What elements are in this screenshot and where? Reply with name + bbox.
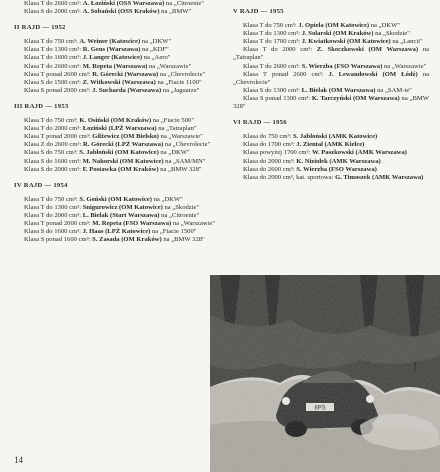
winner-name: K. Osiński (OM Kraków) [79, 117, 152, 125]
winner-name: S. Zasada (OM Kraków) [92, 236, 162, 244]
page-number: 14 [14, 455, 23, 465]
car-model: na „Fiacie 1100" [155, 78, 202, 86]
class-label: Klasa S do 1600 cm³: [24, 157, 83, 165]
car-model: na „BMW 328" [233, 94, 429, 111]
car-model: na „Tatraplan" [156, 125, 197, 133]
class-label: Klasa do 2600 cm³: [243, 165, 297, 173]
winner-name: R. Gens (Warszawa) [82, 46, 141, 54]
winner-name: J. Langer (Katowice) [82, 54, 143, 62]
winner-name: J. Opiela (OM Katowice) [298, 22, 370, 30]
car-model: na „Warszawie" [382, 62, 427, 70]
result-entry [233, 174, 429, 182]
result-entry [233, 141, 429, 149]
result-entry [14, 228, 219, 236]
class-label: Klasa T do 2600 cm³: [24, 62, 83, 70]
class-label: Klasa T do 2000 cm³: [24, 125, 83, 133]
car-model: na „SAM-ie" [375, 86, 412, 94]
winner-name: K. Niziołek (AMK Warszawa) [296, 157, 381, 165]
winner-name: Łoziński (LPŻ Warszawa) [82, 125, 157, 133]
winner-name: G. Timoszek (AMK Warszawa) [335, 173, 424, 181]
result-entry [14, 63, 219, 71]
result-entry [14, 38, 219, 46]
result-entry [14, 204, 219, 212]
car-model: na „Warszawie" [147, 62, 192, 70]
car-model: na „Citroenie" [164, 0, 204, 7]
section-heading: II RAJD — 1952 [14, 24, 66, 32]
car-model: na „DKW" [151, 195, 183, 203]
car-model: na „DKW" [140, 38, 172, 46]
result-entry [14, 141, 219, 149]
class-label: Klasa T do 1600 cm³: [24, 54, 83, 62]
section-heading: IV RAJD — 1954 [14, 181, 68, 189]
right-column [233, 0, 429, 182]
result-entry [233, 30, 429, 38]
class-label: Klasa T do 1300 cm³: [24, 203, 83, 211]
winner-name: M. Repeta (FSO Warszawa) [92, 220, 172, 228]
class-label: Klasa do 2000 cm³, kat. sportowa: [243, 173, 336, 181]
result-entry [14, 125, 219, 133]
class-label: Klasa T ponad 2600 cm³: [243, 70, 329, 78]
winner-name: J. Lewandowski (OM Łódź) [328, 70, 418, 78]
class-label: Klasa S do 1600 cm³: [24, 228, 83, 236]
winner-name: J. Ziental (AMK Kielce) [296, 141, 365, 149]
class-label: Klasa T do 750 cm³: [24, 38, 80, 46]
winner-name: S. Wierzba (FSO Warszawa) [301, 62, 383, 70]
left-column [14, 0, 219, 244]
class-label: Klasa S do 1300 cm³: [243, 86, 302, 94]
result-entry [14, 8, 219, 16]
class-label: Klasa T do 2600 cm³: [24, 0, 83, 7]
car-model: na „Citroenie" [159, 211, 200, 219]
result-entry [233, 63, 429, 71]
result-entry [233, 22, 429, 30]
car-model: na „DKW" [158, 149, 190, 157]
class-label: Klasa S do 1500 cm³: [24, 78, 83, 86]
result-entry [233, 133, 429, 141]
class-label: Klasa do 750 cm³: [243, 133, 293, 141]
car-model: na „Lancii" [390, 38, 423, 46]
class-label: Klasa do 2000 cm³: [243, 157, 297, 165]
winner-name: J. Sucharda (Warszawa) [92, 86, 162, 94]
class-label: Klasa T do 2000 cm³: [24, 211, 83, 219]
result-entry [233, 149, 429, 157]
section-heading: VI RAJD — 1956 [233, 119, 287, 127]
winner-name: S. Jabłoński (AMK Katowice) [292, 133, 378, 141]
winner-name: L. Bielak (OM Warszawa) [301, 86, 376, 94]
winner-name: J. Solarski (OM Kraków) [301, 30, 374, 38]
result-entry [14, 87, 219, 95]
winner-name: Gilżewicz (OM Bielsko) [92, 133, 159, 141]
class-label: Klasa do 1700 cm³: [243, 141, 297, 149]
car-model: na „Chevrolecie" [158, 70, 206, 78]
winner-name: S. Jabłoński (OM Katowice) [79, 149, 159, 157]
class-label: Klasa T do 750 cm³: [24, 117, 80, 125]
car-model: na „Jaguarze" [161, 86, 200, 94]
winner-name: R. Górecki (LPŻ Warszawa) [82, 141, 164, 149]
car-model: na „Skodzie" [162, 203, 200, 211]
result-entry [14, 54, 219, 62]
winner-name: W. Paszkowski (AMK Warszawa) [312, 149, 407, 157]
car-model: na „Chevrolecie" [163, 141, 211, 149]
result-entry [233, 71, 429, 87]
winner-name: M. Nahorski (OM Katowice) [82, 157, 164, 165]
result-entry [14, 236, 219, 244]
result-entry [233, 95, 429, 111]
car-model: na „Skodzie" [373, 30, 410, 38]
class-label: Klasa T ponad 2600 cm³: [24, 70, 93, 78]
winner-name: K. Tarczyński (OM Warszawa) [311, 94, 400, 102]
winner-name: A. Sobański (OSS Kraków) [82, 8, 160, 16]
winner-name: L. Bielak (Start Warszawa) [82, 211, 160, 219]
class-label: Klasa T ponad 2000 cm³: [24, 133, 93, 141]
result-entry [14, 212, 219, 220]
result-entry [14, 149, 219, 157]
winner-name: S. Goński (OM Katowice) [79, 195, 152, 203]
result-entry [14, 220, 219, 228]
result-entry [233, 87, 429, 95]
winner-name: R. Górecki (Warszawa) [92, 70, 159, 78]
rally-car-photo [210, 275, 440, 472]
winner-name: F. Postawka (OM Kraków) [82, 165, 159, 173]
result-entry [14, 46, 219, 54]
winner-name: J. Kwiatkowski (OM Katowice) [301, 38, 391, 46]
winner-name: Snigurowicz (OM Katowice) [82, 203, 163, 211]
result-entry [14, 166, 219, 174]
result-entry [233, 38, 429, 46]
result-entry [14, 117, 219, 125]
result-entry [14, 79, 219, 87]
car-model: na „BMW 328" [161, 236, 205, 244]
result-entry [233, 46, 429, 62]
winner-name: J. Haas (LPŻ Katowice) [82, 228, 151, 236]
class-label: Klasa powyżej 1700 cm³: [243, 149, 312, 157]
car-model: na „BMW 328" [158, 165, 202, 173]
class-label: Klasa T ponad 2000 cm³: [24, 220, 93, 228]
class-label: Klasa T do 750 cm³: [24, 195, 80, 203]
class-label: Klasa T do 2600 cm³: [243, 62, 302, 70]
car-model: na „DKW" [369, 22, 400, 30]
result-entry [14, 71, 219, 79]
car-model: na „Warszawie" [158, 133, 203, 141]
winner-name: S. Wierzba (FSO Warszawa) [296, 165, 377, 173]
winner-name: Z. Witkowski (Warszawa) [82, 78, 156, 86]
car-model: na „Fiacie 1500" [150, 228, 197, 236]
result-entry [14, 133, 219, 141]
car-model: na „SAM/MN" [163, 157, 206, 165]
class-label: Klasa S do 750 cm³: [24, 149, 80, 157]
winner-name: Z. Skoczkowski (OM Warszawa) [316, 46, 419, 54]
winner-name: A. Łoziński (OSS Warszawa) [82, 0, 165, 7]
result-entry [14, 196, 219, 204]
section-heading: III RAJD — 1953 [14, 102, 69, 110]
winner-name: M. Repeta (Warszawa) [82, 62, 148, 70]
result-entry [233, 166, 429, 174]
car-model: na „Chevrolecie" [233, 70, 430, 86]
result-entry [14, 0, 219, 8]
car-model: na „BMW" [159, 8, 192, 16]
class-label: Klasa S do 2000 cm³: [24, 8, 83, 16]
class-label: Klasa S do 2000 cm³: [24, 165, 83, 173]
car-model: na „KDF" [140, 46, 169, 54]
class-label: Klasa S ponad 1300 cm³: [243, 94, 312, 102]
class-label: Klasa T do 2000 cm³: [243, 46, 317, 54]
result-entry [233, 158, 429, 166]
car-model: na „Fiacie 500" [151, 117, 195, 125]
result-entry [14, 158, 219, 166]
class-label: Klasa T do 750 cm³: [243, 22, 299, 30]
class-label: Klasa T do 1300 cm³: [24, 46, 83, 54]
class-label: Klasa S ponad 2000 cm³: [24, 86, 93, 94]
class-label: Klasa Z do 2600 cm³: [24, 141, 83, 149]
winner-name: A. Weiner (Katowice) [79, 38, 141, 46]
class-label: Klasa T do 1300 cm³: [243, 30, 302, 38]
class-label: Klasa T do 1700 cm³: [243, 38, 302, 46]
car-model: na „Warszawie" [171, 220, 216, 228]
class-label: Klasa S ponad 1600 cm³: [24, 236, 93, 244]
section-heading: V RAJD — 1955 [233, 8, 284, 15]
car-model: na „Aero" [142, 54, 171, 62]
car-model: na „Tatraplan" [233, 46, 429, 62]
